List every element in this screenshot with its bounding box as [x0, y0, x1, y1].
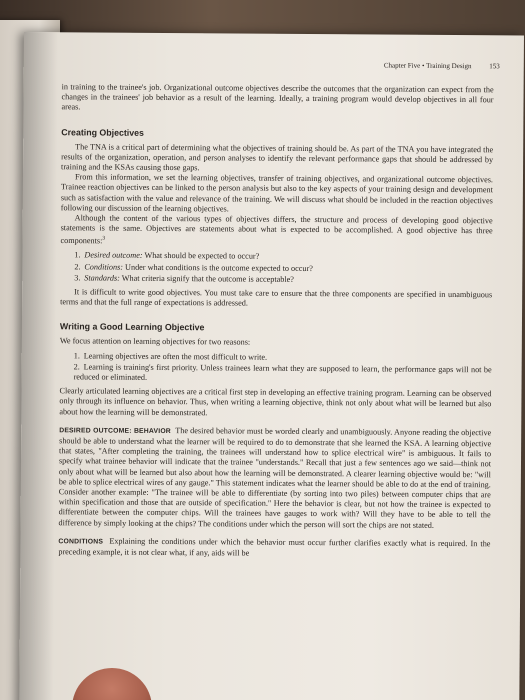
- desired-outcome-label: DESIRED OUTCOME: BEHAVIOR: [59, 427, 171, 435]
- reason-item: [74, 362, 492, 385]
- desired-outcome-paragraph: [59, 425, 492, 531]
- creating-objectives-para-4: It is difficult to write good objectives. You must take care to ensure that the three components are specified in unambiguous terms and that the full range of expectations is addressed.: [60, 287, 493, 308]
- reason-number: 1.: [73, 350, 80, 360]
- conditions-label: CONDITIONS: [58, 538, 104, 546]
- footnote-ref: 3: [102, 235, 106, 243]
- reason-text: Learning is training's first priority. Unless trainees learn what they are supposed to learn, the performance gaps will not be reduced or eliminated.: [73, 362, 492, 382]
- intro-paragraph: in training to the trainee's job. Organizational outcome objectives describe the outcomes that the organization can expect from the changes in the trainees' job behavior as a result of the learning. Ideally, a training program would develop objectives in all four areas.: [61, 82, 494, 112]
- reasons-list: [60, 351, 492, 386]
- creating-objectives-para-1: The TNA is a critical part of determining what the objectives of training should be. As part of the TNA you have integrated the results of the organization, operation, and person analyses to identify the relevant performance gaps that should be addressed by training and the KSAs causing those gaps.: [61, 141, 494, 173]
- objective-components-list: [60, 251, 492, 287]
- component-text: What should be expected to occur?: [142, 251, 260, 262]
- component-term: Standards:: [84, 273, 120, 283]
- component-term: Conditions:: [84, 262, 124, 272]
- page-content: [58, 58, 493, 560]
- creating-objectives-para-2: From this information, we set the learning objectives, transfer of training objectives, and organizational outcome objectives. Trainee reaction objectives can be linked to the person analysis but also to the key aspects of your training design and development such as satisfaction with the value and relevance of the training. We will discuss what should be included in the reaction objectives following our discussion of the learning objectives.: [60, 172, 494, 214]
- component-item: [74, 273, 492, 286]
- conditions-paragraph: [58, 536, 490, 560]
- heading-writing-good-objective: Writing a Good Learning Objective: [59, 321, 205, 333]
- book-page: [19, 32, 524, 700]
- page-number: 153: [489, 62, 500, 71]
- component-text: Under what conditions is the outcome expected to occur?: [123, 262, 313, 273]
- conditions-text: Explaining the conditions under which the behavior must occur further clarifies exactly what is required. In the preceding example, it is not clear what, if any, aids will be: [58, 536, 491, 558]
- desired-outcome-text: The desired behavior must be worded clearly and unambiguously. Anyone reading the objective should be able to understand what the learner will be required to do to demonstrate that she learned the KSA. A learning objective that states, "After completing the training, the trainees will understand how to splice electrical wire" is ambiguous. It fails to specify what trainee behavior will indicate that the trainee "understands." Recall that just a few sentences ago we said—think not only about what will be learned but also about how the learning will be demonstrated. A clearer learning objective would be: "will be able to splice electrical wires of any gauge." This statement indicates what the learner should be able to do at the end of training. Consider another example: "The trainee will be able to differentiate (by sorting into two piles) between computer chips that are within specification and those that are outside of specification." Here the behavior is clear, but not how the trainee is expected to differentiate between the computer chips. Will the trainees have gauges to work with? Will they have to be able to tell the difference by simply looking at the chips? The conditions under which the person will sort the chips are not stated.: [58, 425, 492, 530]
- para-3-text: Although the content of the various types of objectives differs, the structure and process of developing good objective statements is the same. Objectives are statements about what is expected to be accomplished. A good objective has three components:: [60, 213, 493, 246]
- component-term: Desired outcome:: [84, 250, 143, 261]
- heading-creating-objectives: Creating Objectives: [61, 126, 144, 138]
- running-head-title: Chapter Five • Training Design: [383, 61, 472, 71]
- page-gutter-shadow: [19, 32, 58, 700]
- reason-text: Learning objectives are often the most difficult to write.: [83, 351, 268, 362]
- component-number: 1.: [74, 250, 81, 260]
- component-number: 3.: [74, 273, 81, 283]
- good-objective-para-1: Clearly articulated learning objectives are a critical first step in developing an effective training program. Learning can be observed only through its influence on behavior. Thus, when writing a learning objective, think not only about what will be learned but also about how the learning will be demonstrated.: [59, 386, 492, 417]
- creating-objectives-para-3: [61, 213, 493, 249]
- reason-number: 2.: [73, 362, 80, 372]
- component-text: What criteria signify that the outcome is acceptable?: [119, 273, 294, 284]
- good-objective-lead: We focus attention on learning objectives for two reasons:: [59, 336, 251, 347]
- component-number: 2.: [74, 261, 81, 271]
